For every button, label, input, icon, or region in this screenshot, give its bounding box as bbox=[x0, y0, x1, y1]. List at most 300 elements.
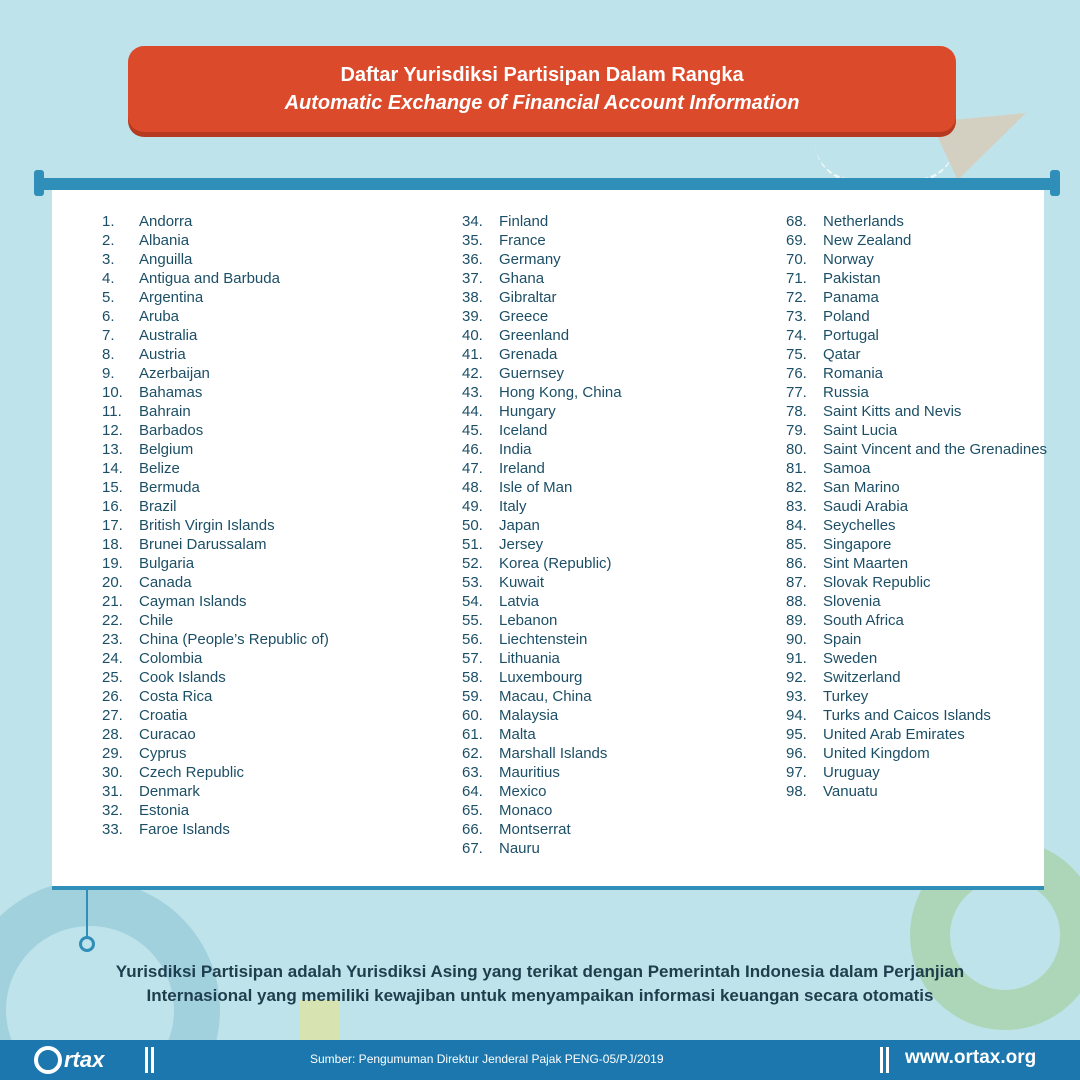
jurisdiction-name: Seychelles bbox=[823, 517, 896, 534]
list-item bbox=[102, 763, 379, 782]
list-item bbox=[786, 611, 1063, 630]
pin-icon bbox=[79, 936, 95, 952]
list-item bbox=[102, 801, 379, 820]
list-item bbox=[786, 630, 1063, 649]
item-number: 50. bbox=[462, 517, 483, 534]
item-number: 64. bbox=[462, 783, 483, 800]
list-item bbox=[102, 497, 379, 516]
jurisdiction-name: Barbados bbox=[139, 422, 204, 439]
item-number: 93. bbox=[786, 688, 807, 705]
jurisdiction-name: Norway bbox=[823, 251, 874, 268]
item-number: 59. bbox=[462, 688, 483, 705]
jurisdiction-name: Slovak Republic bbox=[823, 574, 931, 591]
item-number: 69. bbox=[786, 232, 807, 249]
list-item bbox=[102, 288, 379, 307]
item-number: 18. bbox=[102, 536, 123, 553]
list-item bbox=[462, 421, 739, 440]
list-item bbox=[102, 611, 379, 630]
list-item bbox=[786, 383, 1063, 402]
item-number: 29. bbox=[102, 745, 123, 762]
jurisdiction-name: Grenada bbox=[499, 346, 558, 363]
list-item bbox=[462, 592, 739, 611]
item-number: 26. bbox=[102, 688, 123, 705]
list-item bbox=[462, 763, 739, 782]
list-item bbox=[102, 535, 379, 554]
list-item bbox=[102, 516, 379, 535]
item-number: 47. bbox=[462, 460, 483, 477]
list-item bbox=[786, 706, 1063, 725]
item-number: 81. bbox=[786, 460, 807, 477]
jurisdiction-name: Saint Kitts and Nevis bbox=[823, 403, 962, 420]
list-item bbox=[786, 592, 1063, 611]
list-item bbox=[102, 212, 379, 231]
list-item bbox=[462, 364, 739, 383]
jurisdiction-name: Singapore bbox=[823, 536, 892, 553]
jurisdiction-name: Argentina bbox=[139, 289, 204, 306]
item-number: 32. bbox=[102, 802, 123, 819]
jurisdiction-name: United Arab Emirates bbox=[823, 726, 965, 743]
item-number: 57. bbox=[462, 650, 483, 667]
item-number: 31. bbox=[102, 783, 123, 800]
list-item bbox=[786, 345, 1063, 364]
jurisdiction-name: Saudi Arabia bbox=[823, 498, 909, 515]
jurisdiction-name: Saint Lucia bbox=[823, 422, 898, 439]
list-item bbox=[786, 478, 1063, 497]
jurisdiction-name: Poland bbox=[823, 308, 870, 325]
jurisdiction-column-1 bbox=[102, 212, 379, 839]
item-number: 86. bbox=[786, 555, 807, 572]
item-number: 98. bbox=[786, 783, 807, 800]
jurisdiction-name: China (People’s Republic of) bbox=[139, 631, 329, 648]
item-number: 7. bbox=[102, 327, 115, 344]
list-item bbox=[786, 516, 1063, 535]
jurisdiction-name: Kuwait bbox=[499, 574, 545, 591]
jurisdiction-name: Uruguay bbox=[823, 764, 880, 781]
jurisdiction-name: Denmark bbox=[139, 783, 200, 800]
jurisdiction-name: Canada bbox=[139, 574, 192, 591]
item-number: 94. bbox=[786, 707, 807, 724]
list-item bbox=[462, 535, 739, 554]
list-item bbox=[462, 478, 739, 497]
jurisdiction-name: Russia bbox=[823, 384, 869, 401]
item-number: 60. bbox=[462, 707, 483, 724]
list-item bbox=[102, 706, 379, 725]
jurisdiction-name: Bulgaria bbox=[139, 555, 195, 572]
jurisdiction-name: Sweden bbox=[823, 650, 878, 667]
item-number: 2. bbox=[102, 232, 115, 249]
jurisdiction-name: Cyprus bbox=[139, 745, 187, 762]
list-item bbox=[786, 668, 1063, 687]
item-number: 27. bbox=[102, 707, 123, 724]
jurisdiction-name: Korea (Republic) bbox=[499, 555, 612, 572]
item-number: 9. bbox=[102, 365, 115, 382]
jurisdiction-name: United Kingdom bbox=[823, 745, 930, 762]
list-item bbox=[462, 820, 739, 839]
item-number: 68. bbox=[786, 213, 807, 230]
source-text: Sumber: Pengumuman Direktur Jenderal Pajak PENG-05/PJ/2019 bbox=[310, 1052, 664, 1066]
jurisdiction-name: Ireland bbox=[499, 460, 545, 477]
jurisdiction-name: Nauru bbox=[499, 840, 540, 857]
item-number: 75. bbox=[786, 346, 807, 363]
jurisdiction-name: Slovenia bbox=[823, 593, 881, 610]
list-item bbox=[786, 269, 1063, 288]
jurisdiction-name: Turks and Caicos Islands bbox=[823, 707, 991, 724]
hanging-string bbox=[86, 886, 88, 938]
item-number: 37. bbox=[462, 270, 483, 287]
jurisdiction-name: Greece bbox=[499, 308, 549, 325]
jurisdiction-name: Panama bbox=[823, 289, 879, 306]
item-number: 11. bbox=[102, 403, 122, 420]
item-number: 35. bbox=[462, 232, 483, 249]
item-number: 8. bbox=[102, 346, 115, 363]
board-rod-cap-right bbox=[1050, 170, 1060, 196]
list-item bbox=[102, 231, 379, 250]
item-number: 71. bbox=[786, 270, 807, 287]
list-item bbox=[462, 269, 739, 288]
note-line-1: Yurisdiksi Partisipan adalah Yurisdiksi Asing yang terikat dengan Pemerintah Indonesia dalam Perjanjian bbox=[115, 962, 965, 981]
jurisdiction-name: New Zealand bbox=[823, 232, 912, 249]
list-item bbox=[462, 402, 739, 421]
item-number: 83. bbox=[786, 498, 807, 515]
jurisdiction-name: Mexico bbox=[499, 783, 547, 800]
jurisdiction-name: Isle of Man bbox=[499, 479, 573, 496]
item-number: 96. bbox=[786, 745, 807, 762]
jurisdiction-board bbox=[52, 190, 1048, 886]
item-number: 89. bbox=[786, 612, 807, 629]
item-number: 70. bbox=[786, 251, 807, 268]
item-number: 14. bbox=[102, 460, 123, 477]
list-item bbox=[786, 459, 1063, 478]
logo-o-icon bbox=[34, 1046, 62, 1074]
item-number: 53. bbox=[462, 574, 483, 591]
list-item bbox=[462, 630, 739, 649]
list-item bbox=[462, 307, 739, 326]
list-item bbox=[102, 554, 379, 573]
jurisdiction-name: Hungary bbox=[499, 403, 556, 420]
item-number: 97. bbox=[786, 764, 807, 781]
jurisdiction-name: Spain bbox=[823, 631, 862, 648]
jurisdiction-column-2 bbox=[462, 212, 739, 858]
jurisdiction-name: Lebanon bbox=[499, 612, 558, 629]
jurisdiction-name: South Africa bbox=[823, 612, 904, 629]
jurisdiction-name: Vanuatu bbox=[823, 783, 878, 800]
list-item bbox=[462, 497, 739, 516]
item-number: 65. bbox=[462, 802, 483, 819]
title-line-1: Daftar Yurisdiksi Partisipan Dalam Rangka bbox=[340, 64, 744, 86]
list-item bbox=[102, 782, 379, 801]
item-number: 6. bbox=[102, 308, 115, 325]
item-number: 95. bbox=[786, 726, 807, 743]
jurisdiction-name: Netherlands bbox=[823, 213, 904, 230]
jurisdiction-name: Bahamas bbox=[139, 384, 203, 401]
jurisdiction-name: Germany bbox=[499, 251, 561, 268]
item-number: 55. bbox=[462, 612, 483, 629]
jurisdiction-name: Estonia bbox=[139, 802, 190, 819]
list-item bbox=[102, 364, 379, 383]
item-number: 77. bbox=[786, 384, 807, 401]
jurisdiction-name: Austria bbox=[139, 346, 186, 363]
jurisdiction-name: Azerbaijan bbox=[139, 365, 210, 382]
jurisdiction-name: Colombia bbox=[139, 650, 203, 667]
jurisdiction-name: Mauritius bbox=[499, 764, 560, 781]
jurisdiction-name: Greenland bbox=[499, 327, 570, 344]
item-number: 3. bbox=[102, 251, 115, 268]
jurisdiction-name: Czech Republic bbox=[139, 764, 245, 781]
footer-bar bbox=[0, 1040, 1080, 1080]
list-item bbox=[462, 782, 739, 801]
item-number: 88. bbox=[786, 593, 807, 610]
website-link[interactable]: www.ortax.org bbox=[905, 1047, 1037, 1068]
title-banner bbox=[128, 46, 956, 132]
jurisdiction-name: Qatar bbox=[823, 346, 861, 363]
jurisdiction-name: Brunei Darussalam bbox=[139, 536, 267, 553]
item-number: 80. bbox=[786, 441, 807, 458]
definition-note bbox=[60, 960, 1020, 1008]
item-number: 44. bbox=[462, 403, 483, 420]
list-item bbox=[102, 687, 379, 706]
list-item bbox=[462, 839, 739, 858]
item-number: 82. bbox=[786, 479, 807, 496]
item-number: 36. bbox=[462, 251, 483, 268]
item-number: 34. bbox=[462, 213, 483, 230]
jurisdiction-name: Marshall Islands bbox=[499, 745, 608, 762]
item-number: 66. bbox=[462, 821, 483, 838]
note-line-2: Internasional yang memiliki kewajiban untuk menyampaikan informasi keuangan secara otomatis bbox=[146, 986, 934, 1005]
list-item bbox=[462, 459, 739, 478]
list-item bbox=[462, 516, 739, 535]
jurisdiction-name: Brazil bbox=[139, 498, 177, 515]
jurisdiction-name: Belgium bbox=[139, 441, 194, 458]
list-item bbox=[102, 573, 379, 592]
list-item bbox=[102, 744, 379, 763]
list-item bbox=[462, 326, 739, 345]
jurisdiction-name: Turkey bbox=[823, 688, 869, 705]
list-item bbox=[786, 573, 1063, 592]
jurisdiction-name: Albania bbox=[139, 232, 190, 249]
jurisdiction-name: Saint Vincent and the Grenadines bbox=[823, 441, 1048, 458]
item-number: 84. bbox=[786, 517, 807, 534]
list-item bbox=[786, 402, 1063, 421]
item-number: 28. bbox=[102, 726, 123, 743]
list-item bbox=[462, 668, 739, 687]
list-item bbox=[786, 725, 1063, 744]
jurisdiction-name: Ghana bbox=[499, 270, 545, 287]
item-number: 4. bbox=[102, 270, 115, 287]
jurisdiction-name: Andorra bbox=[139, 213, 193, 230]
list-item bbox=[786, 535, 1063, 554]
jurisdiction-name: Monaco bbox=[499, 802, 553, 819]
item-number: 49. bbox=[462, 498, 483, 515]
list-item bbox=[786, 744, 1063, 763]
item-number: 15. bbox=[102, 479, 123, 496]
item-number: 58. bbox=[462, 669, 483, 686]
item-number: 41. bbox=[462, 346, 483, 363]
jurisdiction-column-3 bbox=[786, 212, 1063, 801]
board-rod bbox=[36, 178, 1060, 190]
list-item bbox=[462, 212, 739, 231]
list-item bbox=[462, 611, 739, 630]
jurisdiction-name: Romania bbox=[823, 365, 884, 382]
list-item bbox=[462, 250, 739, 269]
list-item bbox=[462, 801, 739, 820]
jurisdiction-name: Lithuania bbox=[499, 650, 560, 667]
item-number: 87. bbox=[786, 574, 807, 591]
item-number: 67. bbox=[462, 840, 483, 857]
item-number: 62. bbox=[462, 745, 483, 762]
jurisdiction-name: India bbox=[499, 441, 532, 458]
list-item bbox=[462, 649, 739, 668]
list-item bbox=[462, 706, 739, 725]
item-number: 10. bbox=[102, 384, 123, 401]
list-item bbox=[786, 231, 1063, 250]
jurisdiction-name: Croatia bbox=[139, 707, 188, 724]
item-number: 54. bbox=[462, 593, 483, 610]
list-item bbox=[102, 307, 379, 326]
item-number: 39. bbox=[462, 308, 483, 325]
list-item bbox=[102, 725, 379, 744]
list-item bbox=[462, 744, 739, 763]
list-item bbox=[786, 649, 1063, 668]
separator-icon bbox=[145, 1047, 154, 1073]
list-item bbox=[102, 250, 379, 269]
separator-icon bbox=[880, 1047, 889, 1073]
item-number: 13. bbox=[102, 441, 123, 458]
item-number: 12. bbox=[102, 422, 123, 439]
list-item bbox=[786, 421, 1063, 440]
jurisdiction-name: Macau, China bbox=[499, 688, 592, 705]
jurisdiction-name: Costa Rica bbox=[139, 688, 213, 705]
list-item bbox=[786, 782, 1063, 801]
list-item bbox=[462, 383, 739, 402]
jurisdiction-name: Guernsey bbox=[499, 365, 565, 382]
list-item bbox=[102, 402, 379, 421]
jurisdiction-name: Curacao bbox=[139, 726, 196, 743]
jurisdiction-name: Montserrat bbox=[499, 821, 571, 838]
list-item bbox=[102, 383, 379, 402]
item-number: 23. bbox=[102, 631, 123, 648]
item-number: 79. bbox=[786, 422, 807, 439]
list-item bbox=[102, 592, 379, 611]
list-item bbox=[102, 820, 379, 839]
item-number: 45. bbox=[462, 422, 483, 439]
list-item bbox=[102, 421, 379, 440]
list-item bbox=[462, 554, 739, 573]
item-number: 74. bbox=[786, 327, 807, 344]
jurisdiction-name: British Virgin Islands bbox=[139, 517, 275, 534]
item-number: 21. bbox=[102, 593, 123, 610]
list-item bbox=[102, 649, 379, 668]
list-item bbox=[102, 668, 379, 687]
jurisdiction-name: Sint Maarten bbox=[823, 555, 909, 572]
item-number: 43. bbox=[462, 384, 483, 401]
jurisdiction-name: Latvia bbox=[499, 593, 540, 610]
jurisdiction-name: Faroe Islands bbox=[139, 821, 230, 838]
jurisdiction-name: San Marino bbox=[823, 479, 900, 496]
item-number: 56. bbox=[462, 631, 483, 648]
list-item bbox=[462, 345, 739, 364]
jurisdiction-name: Switzerland bbox=[823, 669, 901, 686]
jurisdiction-name: Japan bbox=[499, 517, 540, 534]
jurisdiction-name: Chile bbox=[139, 612, 174, 629]
jurisdiction-name: Hong Kong, China bbox=[499, 384, 622, 401]
list-item bbox=[786, 288, 1063, 307]
item-number: 1. bbox=[102, 213, 115, 230]
item-number: 48. bbox=[462, 479, 483, 496]
jurisdiction-name: Iceland bbox=[499, 422, 548, 439]
list-item bbox=[102, 440, 379, 459]
title-line-2: Automatic Exchange of Financial Account Information bbox=[284, 92, 800, 114]
item-number: 51. bbox=[462, 536, 483, 553]
item-number: 61. bbox=[462, 726, 483, 743]
ortax-logo[interactable] bbox=[34, 1044, 104, 1076]
item-number: 38. bbox=[462, 289, 483, 306]
logo-text: rtax bbox=[64, 1047, 105, 1072]
item-number: 30. bbox=[102, 764, 123, 781]
jurisdiction-name: Aruba bbox=[139, 308, 180, 325]
jurisdiction-name: Liechtenstein bbox=[499, 631, 588, 648]
list-item bbox=[462, 288, 739, 307]
list-item bbox=[102, 269, 379, 288]
jurisdiction-name: Samoa bbox=[823, 460, 871, 477]
jurisdiction-name: Italy bbox=[499, 498, 527, 515]
item-number: 52. bbox=[462, 555, 483, 572]
item-number: 90. bbox=[786, 631, 807, 648]
item-number: 17. bbox=[102, 517, 123, 534]
item-number: 63. bbox=[462, 764, 483, 781]
item-number: 22. bbox=[102, 612, 123, 629]
item-number: 73. bbox=[786, 308, 807, 325]
list-item bbox=[786, 763, 1063, 782]
list-item bbox=[462, 231, 739, 250]
list-item bbox=[102, 459, 379, 478]
jurisdiction-name: Cayman Islands bbox=[139, 593, 247, 610]
item-number: 85. bbox=[786, 536, 807, 553]
item-number: 72. bbox=[786, 289, 807, 306]
jurisdiction-name: Australia bbox=[139, 327, 198, 344]
list-item bbox=[786, 307, 1063, 326]
jurisdiction-name: Cook Islands bbox=[139, 669, 226, 686]
jurisdiction-name: Finland bbox=[499, 213, 549, 230]
list-item bbox=[102, 345, 379, 364]
list-item bbox=[786, 554, 1063, 573]
item-number: 92. bbox=[786, 669, 807, 686]
jurisdiction-name: Malaysia bbox=[499, 707, 559, 724]
list-item bbox=[786, 687, 1063, 706]
jurisdiction-name: Bermuda bbox=[139, 479, 200, 496]
jurisdiction-name: Portugal bbox=[823, 327, 879, 344]
jurisdiction-name: Belize bbox=[139, 460, 180, 477]
item-number: 33. bbox=[102, 821, 123, 838]
jurisdiction-name: Anguilla bbox=[139, 251, 193, 268]
jurisdiction-name: Antigua and Barbuda bbox=[139, 270, 280, 287]
jurisdiction-name: Pakistan bbox=[823, 270, 881, 287]
item-number: 20. bbox=[102, 574, 123, 591]
item-number: 78. bbox=[786, 403, 807, 420]
list-item bbox=[102, 478, 379, 497]
jurisdiction-name: Malta bbox=[499, 726, 536, 743]
item-number: 24. bbox=[102, 650, 123, 667]
jurisdiction-name: Bahrain bbox=[139, 403, 191, 420]
board-rod-cap-left bbox=[34, 170, 44, 196]
list-item bbox=[462, 725, 739, 744]
item-number: 91. bbox=[786, 650, 807, 667]
item-number: 16. bbox=[102, 498, 123, 515]
list-item bbox=[462, 687, 739, 706]
list-item bbox=[102, 326, 379, 345]
jurisdiction-name: Luxembourg bbox=[499, 669, 583, 686]
list-item bbox=[786, 250, 1063, 269]
item-number: 19. bbox=[102, 555, 123, 572]
